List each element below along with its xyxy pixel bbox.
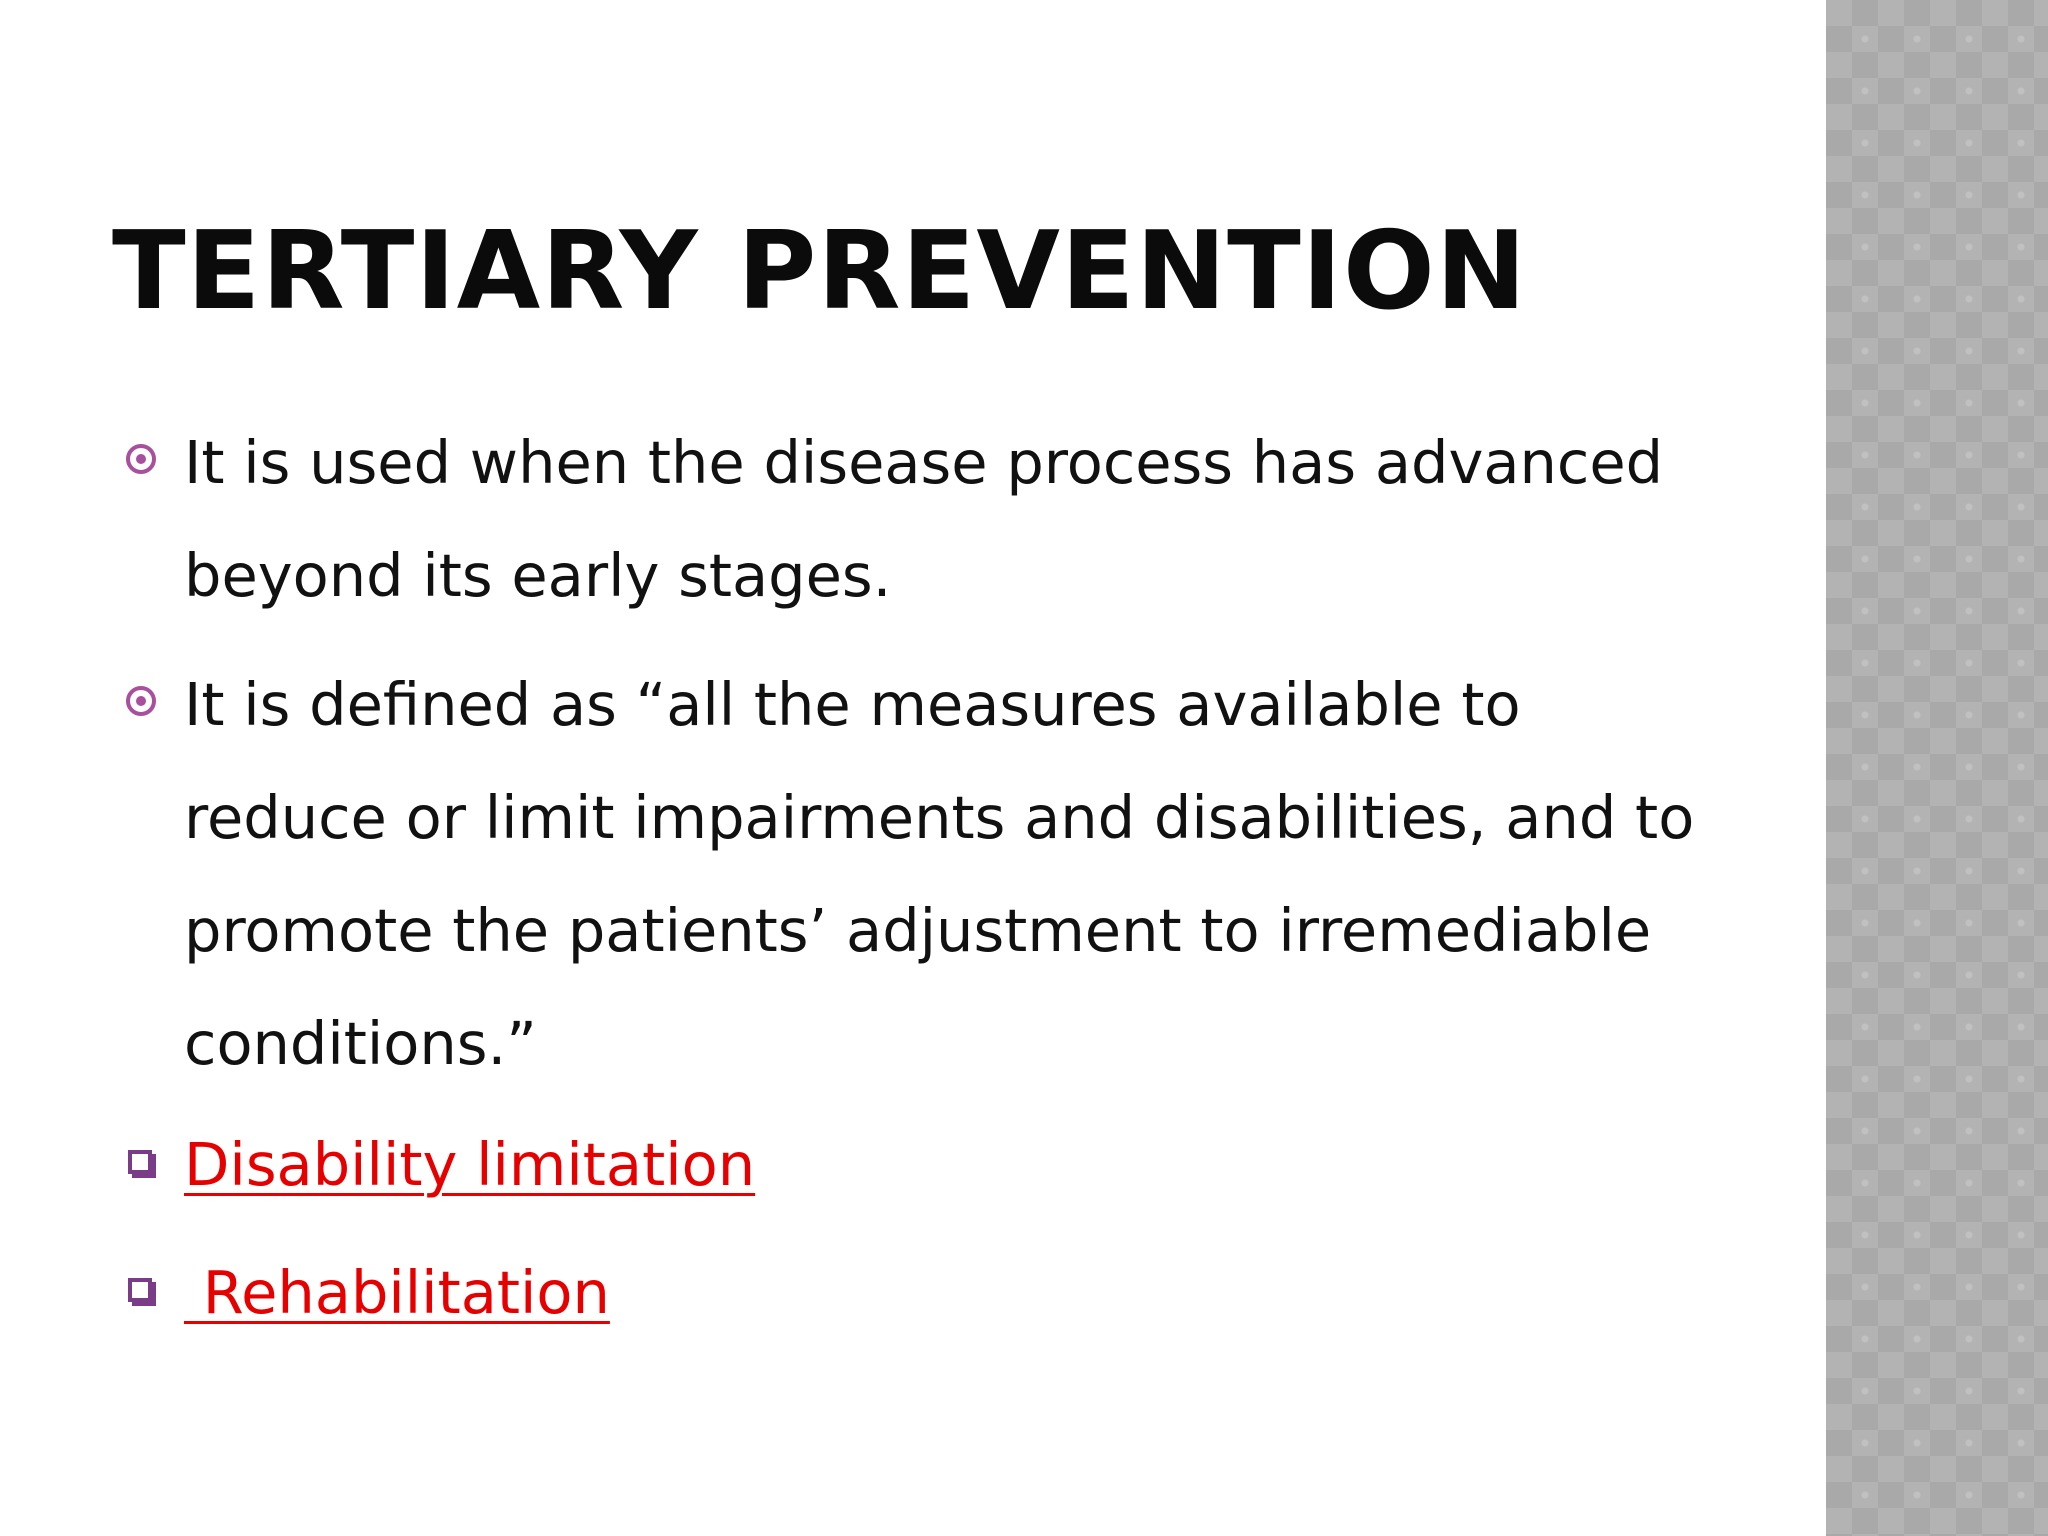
disability-limitation-link[interactable]: Disability limitation <box>184 1130 756 1199</box>
checkbox-bullet-icon <box>128 1278 152 1302</box>
decorative-side-panel <box>1826 0 2048 1536</box>
circle-bullet-icon <box>126 444 156 474</box>
bullet-item <box>126 406 1726 632</box>
circle-bullet-icon <box>126 686 156 716</box>
bullet-text: It is used when the disease process has advanced beyond its early stages. <box>184 428 1664 610</box>
bullet-list <box>126 406 1726 1116</box>
link-item-rehabilitation <box>126 1248 755 1338</box>
bullet-text: It is defined as “all the measures available to reduce or limit impairments and disabilities, and to promote the patients’ adjustment to irremediable conditions.” <box>184 670 1695 1078</box>
checkbox-bullet-icon <box>128 1150 152 1174</box>
slide-title: TERTIARY PREVENTION <box>112 209 1528 334</box>
bullet-item <box>126 648 1726 1100</box>
link-item-disability-limitation <box>126 1120 755 1210</box>
rehabilitation-link[interactable]: Rehabilitation <box>184 1258 610 1327</box>
link-list <box>126 1120 755 1376</box>
